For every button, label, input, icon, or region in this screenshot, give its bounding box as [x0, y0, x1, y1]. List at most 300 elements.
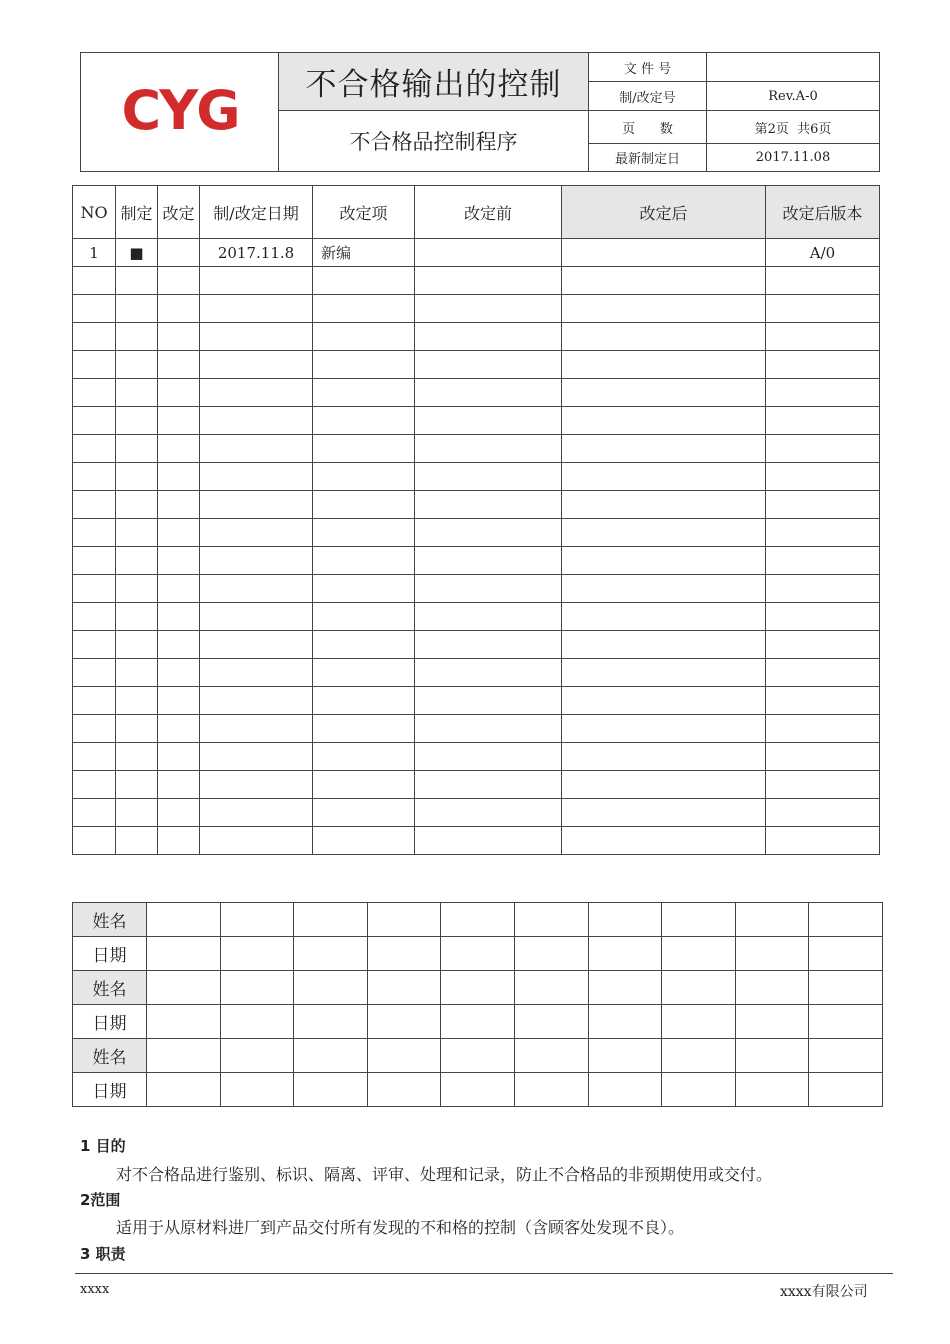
- table-cell: [313, 715, 415, 743]
- section-heading-scope: 2范围: [80, 1191, 121, 1209]
- table-cell: [766, 743, 880, 771]
- signature-cell[interactable]: [662, 1073, 736, 1107]
- signature-cell[interactable]: [220, 1039, 294, 1073]
- table-cell: [766, 463, 880, 491]
- revision-history-table: [72, 185, 880, 855]
- table-cell: [562, 771, 766, 799]
- table-cell: [158, 743, 200, 771]
- signature-cell[interactable]: [514, 971, 588, 1005]
- row-label-name: 姓名: [73, 1039, 147, 1073]
- table-cell: [200, 827, 313, 855]
- signature-cell[interactable]: [588, 1073, 662, 1107]
- table-cell: [766, 603, 880, 631]
- table-cell: [200, 435, 313, 463]
- table-cell: [73, 575, 116, 603]
- table-cell: [766, 491, 880, 519]
- table-cell: [313, 575, 415, 603]
- table-cell: [200, 491, 313, 519]
- signature-cell[interactable]: [735, 971, 809, 1005]
- signature-cell[interactable]: [514, 937, 588, 971]
- table-cell: [73, 687, 116, 715]
- signature-cell[interactable]: [220, 971, 294, 1005]
- table-cell: [158, 351, 200, 379]
- signature-cell[interactable]: [367, 971, 441, 1005]
- table-cell: [116, 687, 158, 715]
- signature-cell[interactable]: [662, 1005, 736, 1039]
- signature-cell[interactable]: [294, 903, 368, 937]
- table-cell: [158, 379, 200, 407]
- table-cell: [562, 407, 766, 435]
- signature-cell[interactable]: [294, 1073, 368, 1107]
- table-cell: [766, 351, 880, 379]
- signature-cell[interactable]: [294, 1005, 368, 1039]
- signature-cell[interactable]: [588, 971, 662, 1005]
- table-cell: [158, 771, 200, 799]
- cyg-logo-icon: [81, 53, 279, 167]
- table-cell: [562, 659, 766, 687]
- table-cell: [158, 435, 200, 463]
- signature-cell[interactable]: [147, 1039, 221, 1073]
- signature-cell[interactable]: [735, 937, 809, 971]
- table-row: [73, 519, 880, 547]
- table-cell: [415, 323, 562, 351]
- table-cell: [158, 631, 200, 659]
- table-cell: [158, 323, 200, 351]
- column-header: NO: [73, 186, 116, 239]
- table-cell: [158, 799, 200, 827]
- signature-cell[interactable]: [514, 1005, 588, 1039]
- signature-cell[interactable]: [147, 903, 221, 937]
- table-cell: [766, 435, 880, 463]
- table-cell: [116, 407, 158, 435]
- table-cell: [200, 323, 313, 351]
- signature-cell[interactable]: [441, 903, 515, 937]
- signature-cell[interactable]: [294, 937, 368, 971]
- table-row: [73, 491, 880, 519]
- table-cell: [200, 295, 313, 323]
- table-row: [73, 239, 880, 267]
- table-row: [73, 1073, 883, 1107]
- table-cell: [158, 715, 200, 743]
- signature-cell[interactable]: [588, 1005, 662, 1039]
- table-cell: A/0: [766, 239, 880, 267]
- table-row: [73, 715, 880, 743]
- table-cell: [116, 743, 158, 771]
- table-cell: 1: [73, 239, 116, 267]
- table-cell: [562, 603, 766, 631]
- field-label-pages: 页 数: [589, 111, 707, 144]
- table-cell: [116, 603, 158, 631]
- table-cell: [200, 715, 313, 743]
- table-cell: [766, 687, 880, 715]
- signature-cell[interactable]: [367, 1039, 441, 1073]
- signature-cell[interactable]: [441, 1039, 515, 1073]
- column-header: 改定前: [415, 186, 562, 239]
- signature-cell[interactable]: [514, 903, 588, 937]
- table-cell: [313, 379, 415, 407]
- table-cell: [73, 407, 116, 435]
- table-cell: [200, 407, 313, 435]
- table-cell: [562, 491, 766, 519]
- row-label-name: 姓名: [73, 971, 147, 1005]
- table-cell: [766, 519, 880, 547]
- table-row: [73, 903, 883, 937]
- row-label-date: 日期: [73, 937, 147, 971]
- table-header-row: [73, 186, 880, 239]
- signature-cell[interactable]: [220, 903, 294, 937]
- table-cell: [73, 323, 116, 351]
- table-cell: [116, 491, 158, 519]
- table-cell: 新编: [313, 239, 415, 267]
- field-value-doc-no: [707, 53, 880, 82]
- signature-cell[interactable]: [367, 937, 441, 971]
- signature-cell[interactable]: [220, 1005, 294, 1039]
- signature-cell[interactable]: [294, 971, 368, 1005]
- table-cell: [73, 603, 116, 631]
- table-cell: [116, 631, 158, 659]
- signature-cell[interactable]: [514, 1039, 588, 1073]
- table-cell: [313, 659, 415, 687]
- table-cell: [415, 267, 562, 295]
- table-cell: [200, 659, 313, 687]
- signature-cell[interactable]: [147, 1005, 221, 1039]
- table-cell: [73, 295, 116, 323]
- table-cell: [313, 687, 415, 715]
- table-cell: [116, 827, 158, 855]
- table-cell: [116, 435, 158, 463]
- table-cell: [415, 407, 562, 435]
- table-cell: [158, 827, 200, 855]
- table-row: [73, 407, 880, 435]
- field-value-latest-date: 2017.11.08: [707, 144, 880, 172]
- table-row: [73, 575, 880, 603]
- table-cell: [313, 519, 415, 547]
- row-label-date: 日期: [73, 1073, 147, 1107]
- table-cell: [116, 771, 158, 799]
- table-row: [73, 1039, 883, 1073]
- table-cell: [200, 351, 313, 379]
- table-row: [73, 267, 880, 295]
- table-cell: [766, 547, 880, 575]
- signature-cell[interactable]: [441, 937, 515, 971]
- table-cell: [158, 575, 200, 603]
- table-cell: [200, 379, 313, 407]
- signature-cell[interactable]: [735, 1039, 809, 1073]
- row-label-name: 姓名: [73, 903, 147, 937]
- table-cell: [158, 519, 200, 547]
- table-cell: [562, 547, 766, 575]
- table-cell: [562, 239, 766, 267]
- table-row: [73, 379, 880, 407]
- table-cell: [415, 743, 562, 771]
- signature-cell[interactable]: [441, 1005, 515, 1039]
- table-cell: [415, 799, 562, 827]
- table-cell: [116, 799, 158, 827]
- table-cell: [415, 491, 562, 519]
- table-cell: [313, 351, 415, 379]
- table-cell: [200, 687, 313, 715]
- signature-cell[interactable]: [662, 1039, 736, 1073]
- table-cell: [562, 743, 766, 771]
- signature-cell[interactable]: [147, 937, 221, 971]
- table-cell: [158, 407, 200, 435]
- table-cell: [116, 295, 158, 323]
- table-cell: [562, 323, 766, 351]
- column-header: 改定后: [562, 186, 766, 239]
- table-cell: [766, 631, 880, 659]
- signature-cell[interactable]: [809, 1073, 883, 1107]
- table-row: [73, 295, 880, 323]
- table-cell: [158, 659, 200, 687]
- section-heading-purpose: 1 目的: [80, 1137, 126, 1155]
- table-cell: [158, 267, 200, 295]
- signature-cell[interactable]: [147, 971, 221, 1005]
- section-text-purpose: 对不合格品进行鉴别、标识、隔离、评审、处理和记录，防止不合格品的非预期使用或交付。: [116, 1165, 773, 1184]
- section-heading-responsibility: 3 职责: [80, 1245, 126, 1263]
- table-cell: 2017.11.8: [200, 239, 313, 267]
- table-cell: [415, 631, 562, 659]
- signature-cell[interactable]: [294, 1039, 368, 1073]
- footer-left-text: xxxx: [80, 1282, 110, 1297]
- table-cell: [766, 323, 880, 351]
- table-cell: [313, 295, 415, 323]
- signature-cell[interactable]: [735, 903, 809, 937]
- signature-cell[interactable]: [809, 1039, 883, 1073]
- signature-cell[interactable]: [367, 903, 441, 937]
- table-cell: [116, 575, 158, 603]
- table-cell: [415, 687, 562, 715]
- table-cell: [415, 603, 562, 631]
- table-cell: [200, 771, 313, 799]
- table-cell: [73, 771, 116, 799]
- table-cell: [313, 267, 415, 295]
- field-label-rev-no: 制/改定号: [589, 82, 707, 111]
- table-row: [73, 659, 880, 687]
- table-cell: [116, 323, 158, 351]
- table-cell: [158, 491, 200, 519]
- table-cell: [766, 407, 880, 435]
- document-header: [80, 52, 880, 172]
- table-cell: [200, 631, 313, 659]
- table-cell: [415, 547, 562, 575]
- table-cell: [562, 463, 766, 491]
- signature-cell[interactable]: [441, 971, 515, 1005]
- table-cell: [73, 715, 116, 743]
- table-cell: [116, 659, 158, 687]
- table-cell: [313, 547, 415, 575]
- table-cell: [158, 687, 200, 715]
- table-cell: [313, 603, 415, 631]
- table-cell: [73, 379, 116, 407]
- signature-cell[interactable]: [441, 1073, 515, 1107]
- table-cell: [562, 295, 766, 323]
- table-cell: [116, 715, 158, 743]
- table-cell: [73, 631, 116, 659]
- table-row: [73, 631, 880, 659]
- signature-cell[interactable]: [588, 903, 662, 937]
- svg-text:CYG: CYG: [121, 79, 239, 142]
- table-cell: [766, 715, 880, 743]
- table-cell: [158, 603, 200, 631]
- table-cell: [73, 267, 116, 295]
- signature-cell[interactable]: [662, 971, 736, 1005]
- table-row: [73, 771, 880, 799]
- signature-cell[interactable]: [809, 971, 883, 1005]
- table-cell: [200, 267, 313, 295]
- table-cell: [116, 547, 158, 575]
- row-label-date: 日期: [73, 1005, 147, 1039]
- footer-company-name: xxxx有限公司: [780, 1284, 868, 1300]
- column-header: 制/改定日期: [200, 186, 313, 239]
- table-cell: [766, 295, 880, 323]
- table-cell: [200, 463, 313, 491]
- table-row: [73, 1005, 883, 1039]
- signature-cell[interactable]: [735, 1005, 809, 1039]
- table-cell: [766, 771, 880, 799]
- field-label-latest-date: 最新制定日: [589, 144, 707, 172]
- table-cell: [562, 631, 766, 659]
- table-cell: [313, 435, 415, 463]
- column-header: 改定后版本: [766, 186, 880, 239]
- table-row: [73, 687, 880, 715]
- table-cell: [313, 463, 415, 491]
- table-cell: [200, 547, 313, 575]
- column-header: 改定: [158, 186, 200, 239]
- table-cell: [766, 659, 880, 687]
- table-cell: [415, 575, 562, 603]
- signature-cell[interactable]: [220, 1073, 294, 1107]
- table-cell: [73, 519, 116, 547]
- table-cell: [415, 827, 562, 855]
- table-cell: [116, 463, 158, 491]
- table-cell: [562, 379, 766, 407]
- table-row: [73, 351, 880, 379]
- signature-cell[interactable]: [367, 1073, 441, 1107]
- signature-cell[interactable]: [735, 1073, 809, 1107]
- table-cell: [766, 267, 880, 295]
- table-cell: [415, 519, 562, 547]
- signature-cell[interactable]: [662, 903, 736, 937]
- table-cell: [766, 575, 880, 603]
- table-row: [73, 547, 880, 575]
- table-cell: [766, 379, 880, 407]
- table-cell: [73, 799, 116, 827]
- table-cell: [313, 799, 415, 827]
- table-cell: [562, 827, 766, 855]
- table-cell: [158, 239, 200, 267]
- table-cell: [415, 295, 562, 323]
- table-cell: [73, 547, 116, 575]
- table-cell: [200, 799, 313, 827]
- table-cell: [158, 547, 200, 575]
- table-cell: ■: [116, 239, 158, 267]
- table-cell: [73, 351, 116, 379]
- table-cell: [415, 463, 562, 491]
- table-cell: [415, 351, 562, 379]
- table-cell: [313, 827, 415, 855]
- table-cell: [200, 575, 313, 603]
- table-cell: [415, 239, 562, 267]
- table-row: [73, 463, 880, 491]
- table-cell: [73, 827, 116, 855]
- table-cell: [415, 435, 562, 463]
- table-cell: [415, 659, 562, 687]
- signature-cell[interactable]: [367, 1005, 441, 1039]
- signature-cell[interactable]: [220, 937, 294, 971]
- section-text-scope: 适用于从原材料进厂到产品交付所有发现的不和格的控制（含顾客处发现不良）。: [116, 1218, 685, 1237]
- signature-cell[interactable]: [514, 1073, 588, 1107]
- table-cell: [116, 519, 158, 547]
- signature-cell[interactable]: [809, 937, 883, 971]
- field-value-pages: 第2页 共6页: [707, 111, 880, 144]
- table-cell: [116, 351, 158, 379]
- table-cell: [200, 603, 313, 631]
- column-header: 制定: [116, 186, 158, 239]
- table-cell: [313, 407, 415, 435]
- table-cell: [562, 435, 766, 463]
- document-subtitle: 不合格品控制程序: [279, 111, 589, 172]
- field-label-doc-no: 文 件 号: [589, 53, 707, 82]
- table-row: [73, 435, 880, 463]
- table-row: [73, 799, 880, 827]
- table-cell: [562, 267, 766, 295]
- table-row: [73, 323, 880, 351]
- table-row: [73, 937, 883, 971]
- signature-cell[interactable]: [809, 903, 883, 937]
- table-cell: [313, 631, 415, 659]
- table-cell: [562, 687, 766, 715]
- table-cell: [562, 351, 766, 379]
- table-cell: [562, 715, 766, 743]
- table-cell: [73, 463, 116, 491]
- signature-cell[interactable]: [809, 1005, 883, 1039]
- company-logo: [81, 53, 279, 172]
- table-cell: [766, 799, 880, 827]
- table-row: [73, 603, 880, 631]
- table-cell: [313, 771, 415, 799]
- table-cell: [73, 435, 116, 463]
- field-value-rev-no: Rev.A-0: [707, 82, 880, 111]
- table-cell: [562, 799, 766, 827]
- table-cell: [313, 491, 415, 519]
- table-row: [73, 971, 883, 1005]
- document-title: 不合格输出的控制: [279, 53, 589, 111]
- table-row: [73, 743, 880, 771]
- table-cell: [562, 519, 766, 547]
- table-cell: [200, 743, 313, 771]
- table-cell: [200, 519, 313, 547]
- signature-cell[interactable]: [588, 1039, 662, 1073]
- table-cell: [415, 379, 562, 407]
- table-cell: [73, 659, 116, 687]
- table-cell: [158, 463, 200, 491]
- table-cell: [116, 379, 158, 407]
- signature-table: [72, 902, 883, 1107]
- table-row: [73, 827, 880, 855]
- table-cell: [766, 827, 880, 855]
- table-cell: [158, 295, 200, 323]
- table-cell: [415, 715, 562, 743]
- table-cell: [562, 575, 766, 603]
- column-header: 改定项: [313, 186, 415, 239]
- table-cell: [116, 267, 158, 295]
- signature-cell[interactable]: [662, 937, 736, 971]
- table-cell: [73, 743, 116, 771]
- table-cell: [73, 491, 116, 519]
- signature-cell[interactable]: [588, 937, 662, 971]
- signature-cell[interactable]: [147, 1073, 221, 1107]
- table-cell: [313, 323, 415, 351]
